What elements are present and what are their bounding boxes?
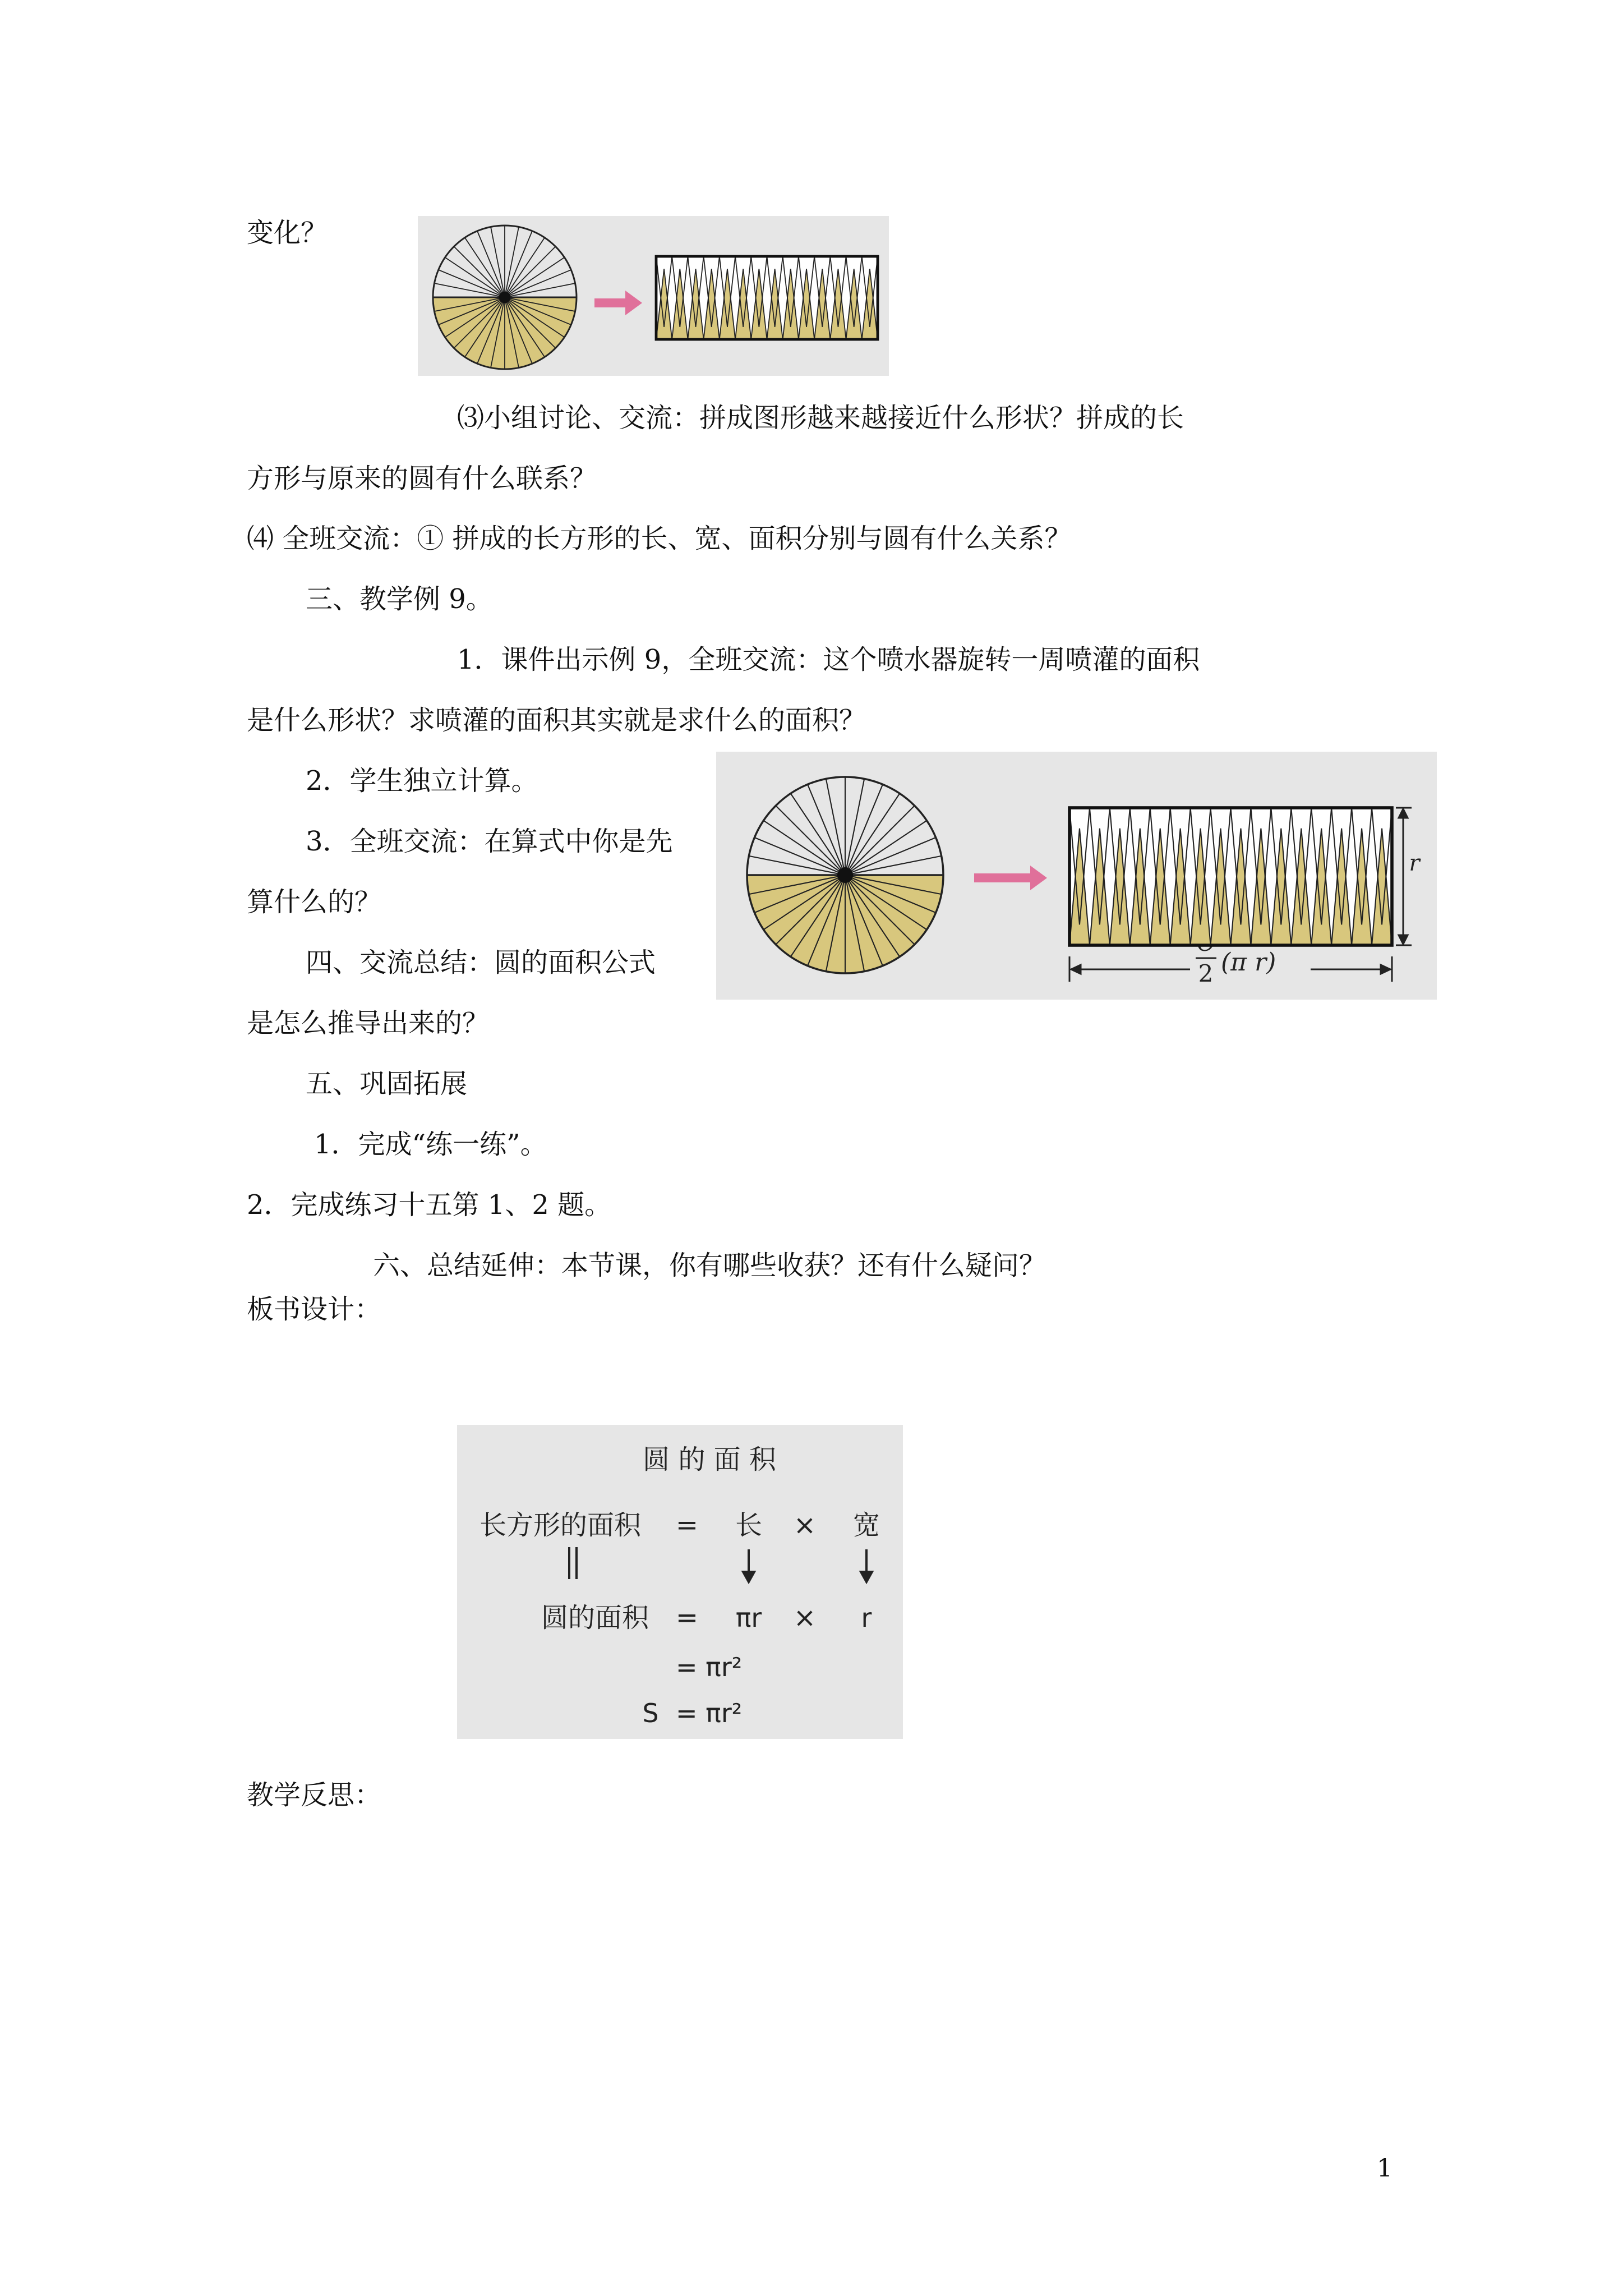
board-equals: =: [675, 1602, 699, 1634]
height-arrow-down: [1399, 935, 1408, 944]
down-arrow-icon: [743, 1549, 754, 1582]
text-line: 变化？: [247, 217, 328, 249]
text-line: 方形与原来的圆有什么联系？: [247, 463, 597, 494]
arrow-right-icon: [974, 866, 1047, 890]
arrow-shaft: [974, 873, 1032, 882]
text-line: ⑶小组讨论、交流：拼成图形越来越接近什么形状？拼成的长: [457, 402, 1184, 434]
circle-to-rectangle-figure-small: [418, 216, 889, 376]
circle-diagram: [433, 226, 577, 369]
board-circle-area: 圆的面积: [541, 1602, 649, 1634]
text-line: 2．完成练习十五第 1、2 题。: [247, 1189, 612, 1221]
length-arrow-left: [1071, 965, 1081, 974]
board-rect-area: 长方形的面积: [479, 1510, 642, 1541]
arrow-head: [625, 291, 642, 315]
arrow-right-icon: [594, 291, 642, 315]
rectangle-height-label: r: [1409, 850, 1420, 876]
board-width: 宽: [852, 1510, 880, 1541]
section-heading: 三、教学例 9。: [306, 583, 493, 615]
board-design: [457, 1425, 903, 1739]
radius-line: [845, 806, 915, 875]
text-line: 教学反思：: [247, 1779, 382, 1811]
rearranged-rectangle: [656, 256, 878, 339]
center-dot: [499, 292, 510, 303]
section-heading: 六、总结延伸：本节课，你有哪些收获？还有什么疑问？: [373, 1250, 1046, 1281]
board-formula: = πr²: [676, 1698, 743, 1728]
radius-line: [776, 806, 845, 875]
arrow-head: [1030, 866, 1047, 890]
text-line: 板书设计：: [247, 1294, 382, 1325]
rearranged-rectangle: [1069, 808, 1392, 945]
center-dot: [837, 867, 853, 883]
board-result-line: = πr²: [676, 1652, 743, 1682]
board-title: 圆 的 面 积: [643, 1444, 776, 1475]
length-paren-label: (π r): [1221, 948, 1276, 977]
board-equals: =: [675, 1510, 699, 1541]
text-line: 1．课件出示例 9，全班交流：这个喷水器旋转一周喷灌的面积: [457, 644, 1200, 675]
down-arrow-icon: [861, 1549, 872, 1582]
board-r: r: [861, 1603, 872, 1633]
page-number: 1: [1377, 2154, 1393, 2183]
section-heading: 五、巩固拓展: [306, 1068, 468, 1099]
radius-line: [454, 246, 505, 297]
text-line: 3．全班交流：在算式中你是先: [306, 826, 673, 857]
height-arrow-up: [1399, 809, 1408, 818]
board-times: ×: [793, 1602, 817, 1634]
length-fraction-denominator: 2: [1198, 960, 1214, 987]
text-line: 1．完成“练一练”。: [314, 1129, 547, 1160]
length-arrow-right: [1381, 965, 1390, 974]
text-line: 是怎么推导出来的？: [247, 1007, 490, 1039]
text-line: 2．学生独立计算。: [306, 765, 538, 797]
board-s: S: [642, 1698, 659, 1728]
board-length: 长: [735, 1510, 763, 1541]
equality-bars: [569, 1547, 577, 1579]
text-line: ⑷ 全班交流：① 拼成的长方形的长、宽、面积分别与圆有什么关系？: [247, 523, 1072, 554]
text-line: 算什么的？: [247, 886, 382, 918]
section-heading: 四、交流总结：圆的面积公式: [306, 947, 656, 978]
circle-to-rectangle-figure-large: [716, 752, 1437, 1000]
circle-diagram: [747, 777, 943, 973]
board-pi-r: πr: [735, 1603, 762, 1633]
radius-line: [505, 246, 556, 297]
board-times: ×: [793, 1510, 817, 1541]
text-line: 是什么形状？求喷灌的面积其实就是求什么的面积？: [247, 705, 866, 736]
arrow-shaft: [594, 298, 628, 307]
